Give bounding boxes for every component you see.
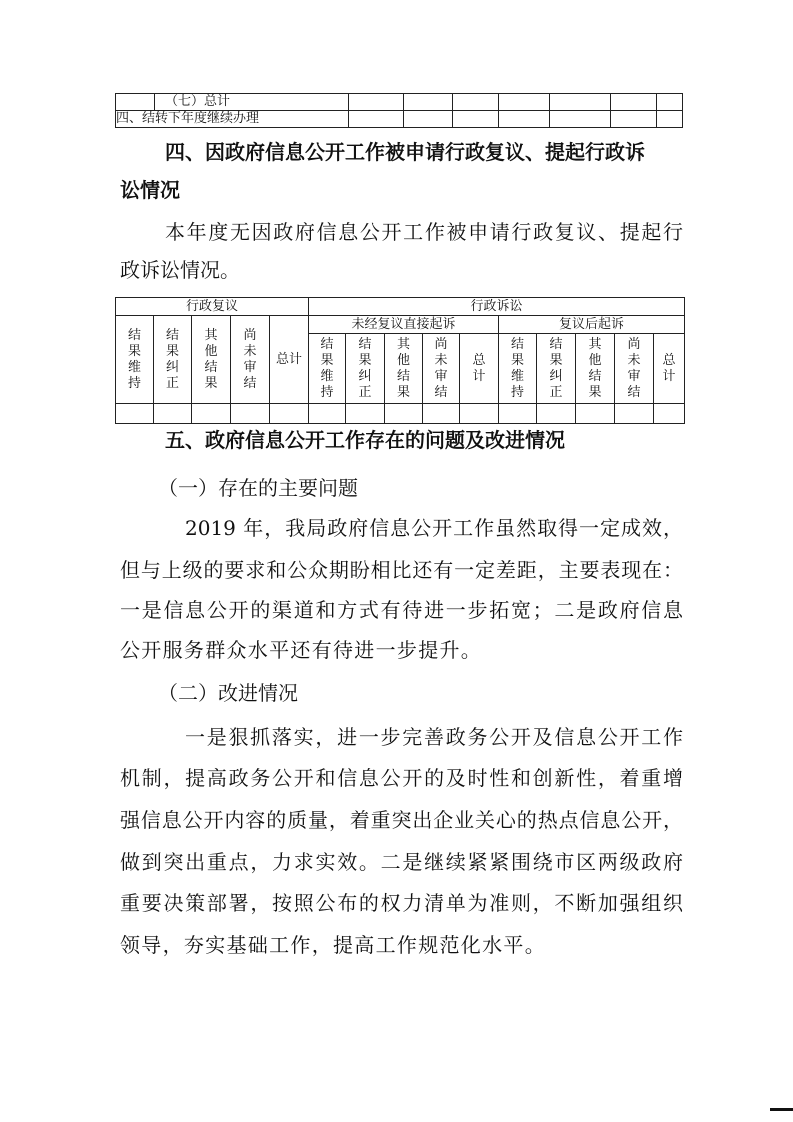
section4-para-cont: 政诉讼情况。	[120, 258, 240, 282]
col-label: 尚未审结	[434, 336, 448, 400]
para2-line: 强信息公开内容的质量，着重突出企业关心的热点信息公开，	[120, 808, 683, 832]
row-carryover-label: 四、结转下年度继续办理	[116, 111, 349, 128]
col-label: 其他结果	[396, 336, 410, 400]
col-label: 总计	[662, 352, 676, 384]
header-direct: 未经复议直接起诉	[309, 316, 499, 334]
header-litigation: 行政诉讼	[309, 298, 685, 316]
col-label: 其他结果	[204, 327, 218, 391]
para1-line: 但与上级的要求和公众期盼相比还有一定差距，主要表现在：	[120, 558, 683, 582]
para1-line: 一是信息公开的渠道和方式有待进一步拓宽；二是政府信息	[120, 598, 683, 622]
section5-title: 五、政府信息公开工作存在的问题及改进情况	[165, 428, 565, 452]
col-label: 结果纠正	[165, 327, 179, 391]
para1-line: 公开服务群众水平还有待进一步提升。	[120, 638, 483, 662]
col-label: 结果维持	[127, 327, 141, 391]
section4-para: 本年度无因政府信息公开工作被申请行政复议、提起行	[165, 220, 683, 244]
scan-mark	[770, 1108, 793, 1111]
para2-line: 一是狠抓落实，进一步完善政务公开及信息公开工作	[185, 725, 683, 749]
col-label: 结果维持	[510, 336, 524, 400]
col-label: 尚未审结	[627, 336, 641, 400]
header-after: 复议后起诉	[499, 316, 685, 334]
col-label: 总计	[472, 352, 486, 384]
header-review: 行政复议	[116, 298, 309, 316]
para2-line: 机制，提高政务公开和信息公开的及时性和创新性，着重增	[120, 766, 683, 790]
col-label: 结果维持	[320, 336, 334, 400]
para2-line: 重要决策部署，按照公布的权力清单为准则，不断加强组织	[120, 891, 683, 915]
summary-table	[115, 93, 683, 128]
subsection1-title: （一）存在的主要问题	[158, 476, 358, 500]
col-label: 结果纠正	[549, 336, 563, 400]
para2-line: 领导，夯实基础工作，提高工作规范化水平。	[120, 933, 546, 957]
col-label: 总计	[270, 316, 309, 404]
subsection2-title: （二）改进情况	[158, 681, 298, 705]
col-label: 结果纠正	[358, 336, 372, 400]
row-total-label: （七）总计	[155, 94, 349, 111]
section4-title: 四、因政府信息公开工作被申请行政复议、提起行政诉	[165, 140, 645, 164]
para2-line: 做到突出重点，力求实效。二是继续紧紧围绕市区两级政府	[120, 850, 683, 874]
para1-line: 2019 年，我局政府信息公开工作虽然取得一定成效，	[185, 516, 683, 540]
review-litigation-table	[115, 297, 685, 424]
section4-title-cont: 讼情况	[120, 178, 180, 202]
col-label: 其他结果	[588, 336, 602, 400]
col-label: 尚未审结	[243, 327, 257, 391]
